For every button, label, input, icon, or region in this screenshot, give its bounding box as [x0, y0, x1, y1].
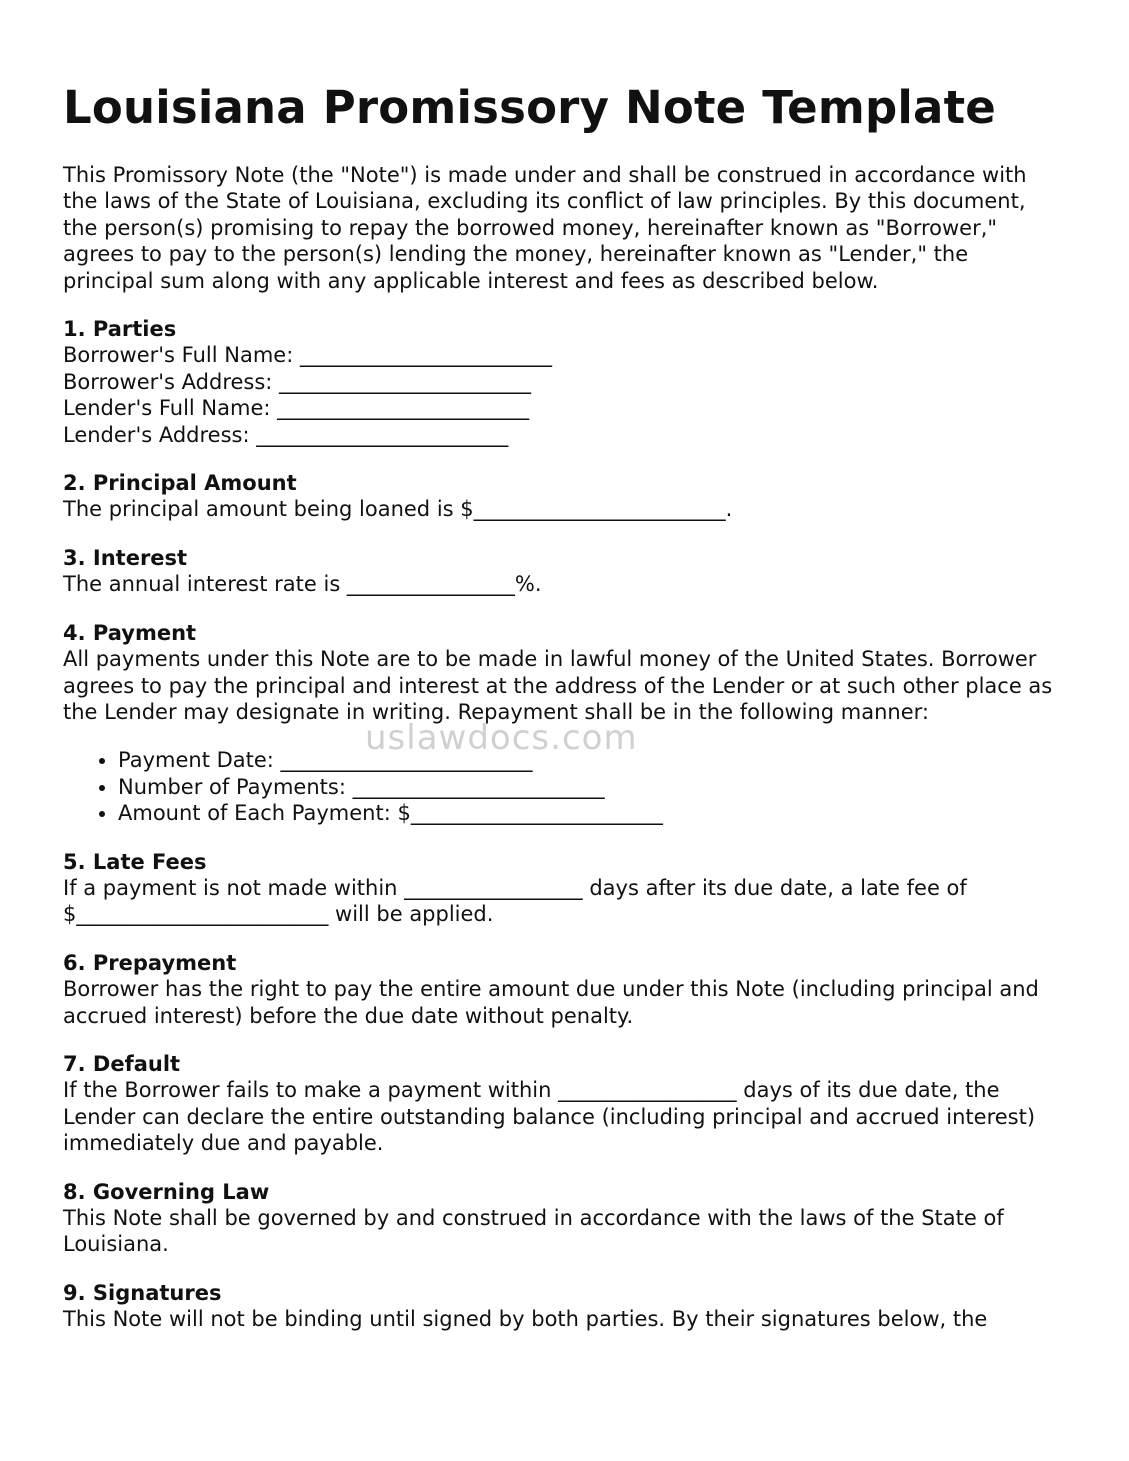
section-heading: 4. Payment [63, 620, 197, 645]
section-text: The annual interest rate is ________________%. [63, 572, 542, 597]
section-principal [63, 470, 1063, 523]
list-item: • Amount of Each Payment: $________________________ [118, 800, 1063, 826]
section-payment [63, 620, 1063, 827]
lender-address-field: Lender's Address: ________________________ [63, 422, 509, 447]
section-late-fees [63, 849, 1063, 928]
section-text: This Note shall be governed by and construed in accordance with the laws of the State of Louisiana. [63, 1206, 1004, 1257]
section-text: If a payment is not made within _________________ days after its due date, a late fee of $________________________ will be applied. [63, 875, 967, 927]
list-item: • Number of Payments: ________________________ [118, 774, 1063, 800]
section-heading: 5. Late Fees [63, 849, 207, 874]
section-heading: 7. Default [63, 1051, 181, 1076]
section-governing-law [63, 1179, 1063, 1258]
section-heading: 8. Governing Law [63, 1179, 270, 1204]
section-interest [63, 545, 1063, 598]
section-parties [63, 316, 1063, 448]
section-text: The principal amount being loaned is $________________________. [63, 497, 733, 522]
document-page [63, 80, 1063, 1333]
section-text: This Note will not be binding until signed by both parties. By their signatures below, the [63, 1307, 988, 1332]
section-signatures [63, 1280, 1063, 1333]
section-heading: 9. Signatures [63, 1280, 222, 1305]
watermark: uslawdocs.com [365, 718, 638, 758]
section-text: If the Borrower fails to make a payment within _________________ days of its due date, the Lender can declare the entire outstanding balance (including principal and accrued interest) immediately due and payable. [63, 1078, 1036, 1156]
document-title: Louisiana Promissory Note Template [63, 81, 997, 134]
lender-name-field: Lender's Full Name: ________________________ [63, 396, 530, 421]
borrower-name-field: Borrower's Full Name: ________________________ [63, 343, 552, 368]
section-prepayment [63, 950, 1063, 1029]
borrower-address-field: Borrower's Address: ________________________ [63, 369, 532, 394]
section-text: Borrower has the right to pay the entire amount due under this Note (including principal and accrued interest) before the due date without penalty. [63, 977, 1039, 1028]
payment-list [63, 747, 1063, 826]
list-item: • Payment Date: ________________________ [118, 747, 1063, 773]
section-heading: 3. Interest [63, 545, 188, 570]
section-heading: 1. Parties [63, 317, 177, 342]
section-text: All payments under this Note are to be made in lawful money of the United States. Borrower agrees to pay the principal and interest at the address of the Lender or at such other place as the Lender may designate in writing. Repayment shall be in the following manner: [63, 647, 1053, 724]
section-default [63, 1051, 1063, 1157]
section-heading: 2. Principal Amount [63, 471, 297, 496]
section-heading: 6. Prepayment [63, 950, 237, 975]
intro-paragraph: This Promissory Note (the "Note") is made under and shall be construed in accordance with the laws of the State of Louisiana, excluding its conflict of law principles. By this document, the person(s) promising to repay the borrowed money, hereinafter known as "Borrower," agrees to pay to the person(s) lending the money, hereinafter known as "Lender," the principal sum along with any applicable interest and fees as described below. [63, 163, 1027, 293]
